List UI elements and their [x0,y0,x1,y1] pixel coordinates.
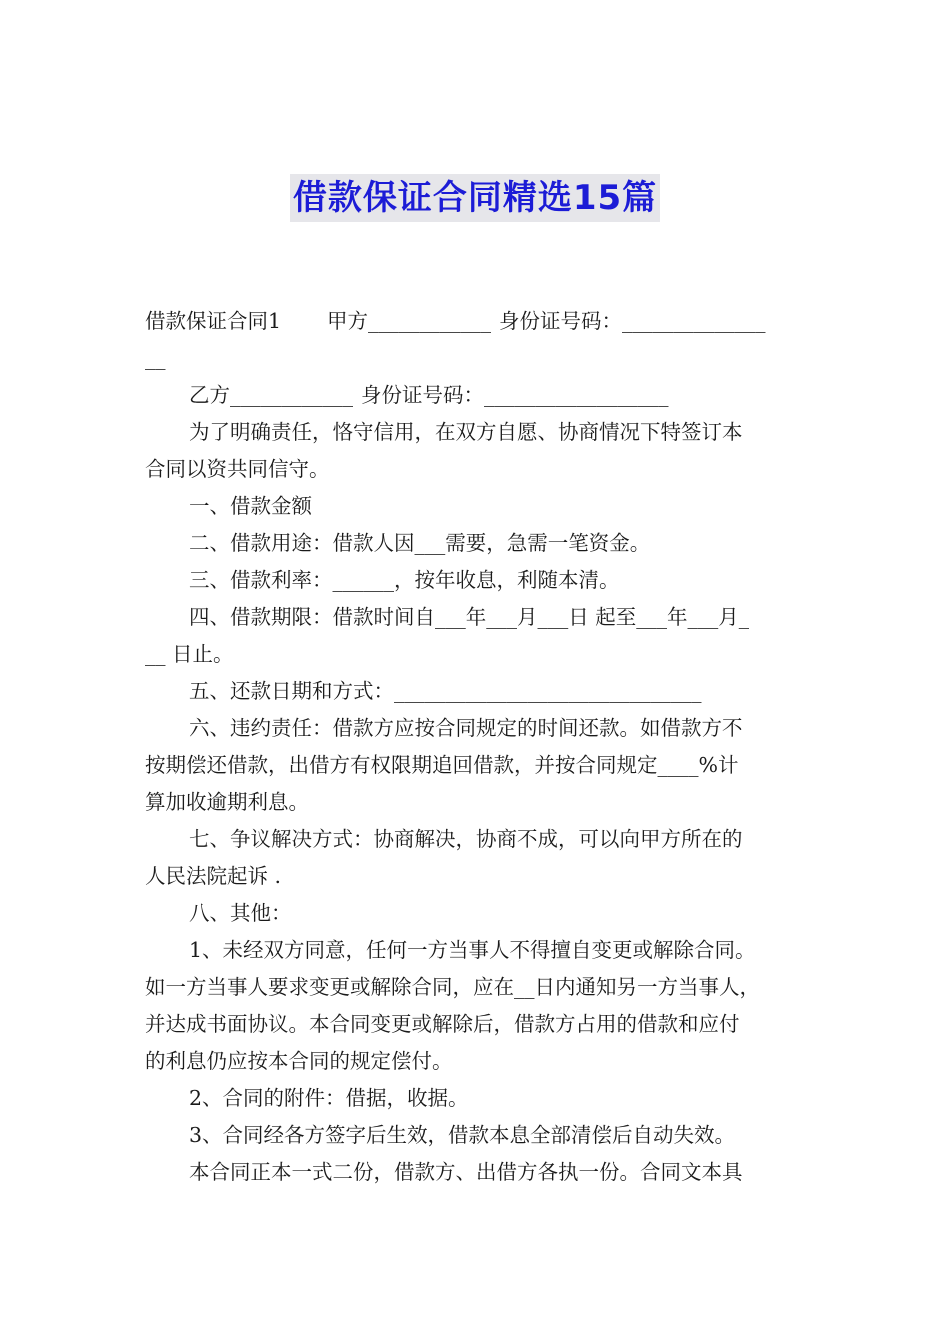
party-a-id-field: 身份证号码：______________ [499,309,766,333]
clause-line: 二、借款用途：借款人因___需要，急需一笔资金。 [189,531,651,555]
clause-line: 人民法院起诉 . [145,864,282,888]
paragraph-line: 合同以资共同信守。 [145,457,330,481]
document-body [145,303,810,1191]
clause-line: 1、未经双方同意，任何一方当事人不得擅自变更或解除合同。 [189,938,756,962]
party-b-field: 乙方____________ [189,383,353,407]
clause-line: 如一方当事人要求变更或解除合同，应在__日内通知另一方当事人， [145,975,760,999]
clause-line: 按期偿还借款，出借方有权限期追回借款，并按合同规定____%计 [145,753,739,777]
party-b-line [145,377,810,414]
header-line [145,303,810,340]
clause-line: 并达成书面协议。本合同变更或解除后，借款方占用的借款和应付 [145,1012,740,1036]
clause-line: 五、还款日期和方式：______________________________ [189,679,702,703]
clause-line: 的利息仍应按本合同的规定偿付。 [145,1049,453,1073]
clause-line: __ 日止。 [145,642,234,666]
party-a-field: 甲方____________ [327,309,492,333]
document-title: 借款保证合同精选15篇 [290,174,660,222]
party-b-id-field: 身份证号码：__________________ [361,383,669,407]
clause-line: 3、合同经各方签字后生效，借款本息全部清偿后自动失效。 [189,1123,736,1147]
clause-line: 七、争议解决方式：协商解决，协商不成，可以向甲方所在的 [189,827,743,851]
clause-line: 六、违约责任：借款方应按合同规定的时间还款。如借款方不 [189,716,743,740]
clause-line: 四、借款期限：借款时间自___年___月___日 起至___年___月_ [189,605,750,629]
title-container [0,174,950,222]
contract-heading: 借款保证合同1 [145,309,282,333]
clause-line: 八、其他： [189,901,292,925]
header-continuation: __ [145,346,166,370]
clause-line: 三、借款利率：______，按年收息，利随本清。 [189,568,620,592]
paragraph-line: 为了明确责任，恪守信用，在双方自愿、协商情况下特签订本 [189,420,743,444]
clause-line: 2、合同的附件：借据，收据。 [189,1086,469,1110]
clause-line: 本合同正本一式二份，借款方、出借方各执一份。合同文本具 [189,1160,743,1184]
clause-line: 一、借款金额 [189,494,312,518]
clause-line: 算加收逾期利息。 [145,790,309,814]
